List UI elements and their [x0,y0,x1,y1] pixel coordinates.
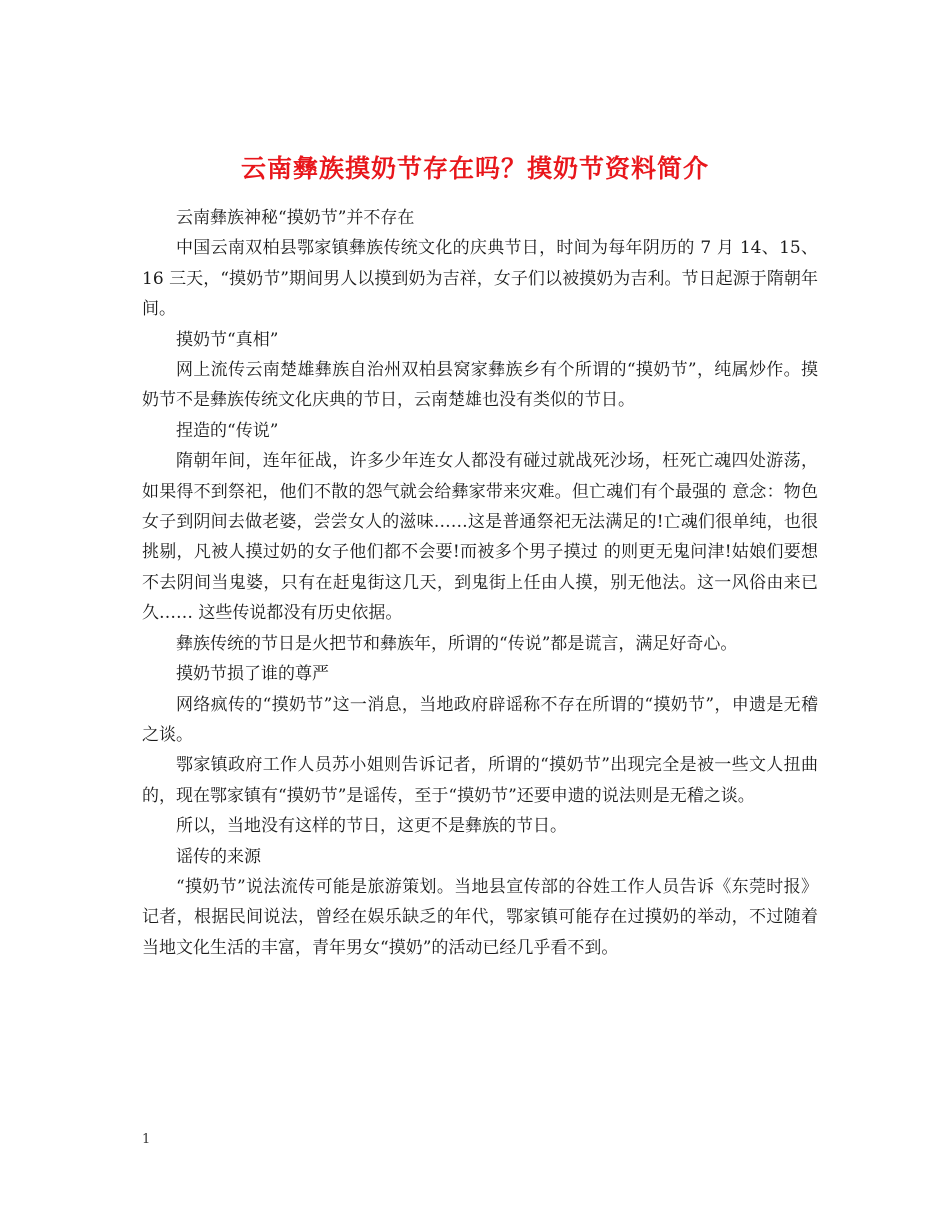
paragraph-conclusion: 所以，当地没有这样的节日，这更不是彝族的节日。 [176,816,567,837]
paragraph-heading-not-exist: 云南彝族神秘“摸奶节”并不存在 [176,208,415,228]
paragraph-official: 鄂家镇政府工作人员苏小姐则告诉记者，所谓的“摸奶节”出现完全是被一些文人扭曲的，现在鄂家镇有“摸奶节”是谣传，至于“摸奶节”还要申遗的说法则是无稽之谈。 [142,755,818,806]
paragraph-heading-dignity: 摸奶节损了谁的尊严 [176,664,329,685]
paragraph-festivals: 彝族传统的节日是火把节和彝族年，所谓的“传说”都是谎言，满足好奇心。 [176,633,738,654]
paragraph-heading-legend: 捏造的“传说” [176,420,279,441]
paragraph-heading-source: 谣传的来源 [176,846,261,867]
paragraph-heading-truth: 摸奶节“真相” [176,329,279,350]
document-title: 云南彝族摸奶节存在吗？摸奶节资料简介 [240,153,709,183]
page-number: 1 [142,1132,151,1147]
paragraph-truth: 网上流传云南楚雄彝族自治州双柏县窝家彝族乡有个所谓的“摸奶节”，纯属炒作。摸奶节不是彝族传统文化庆典的节日，云南楚雄也没有类似的节日。 [142,360,818,411]
paragraph-intro: 中国云南双柏县鄂家镇彝族传统文化的庆典节日，时间为每年阴历的 7 月 14、15、16 三天，“摸奶节”期间男人以摸到奶为吉祥，女子们以被摸奶为吉利。节日起源于隋朝年间。 [142,238,818,320]
paragraph-legend: 隋朝年间，连年征战，许多少年连女人都没有碰过就战死沙场，枉死亡魂四处游荡，如果得不到祭祀，他们不散的怨气就会给彝家带来灾难。但亡魂们有个最强的 意念：物色女子到阴间去做老婆，尝尝女人的滋味……这是普通祭祀无法满足的!亡魂们很单纯，也很挑剔，凡被人摸过奶的女子他们都不会要!而被多个男子摸过 的则更无鬼问津!姑娘们要想不去阴间当鬼婆，只有在赶鬼街这几天，到鬼街上任由人摸，别无他法。这一风俗由来已久…… 这些传说都没有历史依据。 [142,451,818,624]
document-body [142,203,818,963]
paragraph-rumor: 网络疯传的“摸奶节”这一消息，当地政府辟谣称不存在所谓的“摸奶节”，申遗是无稽之谈。 [142,694,818,745]
paragraph-source: “摸奶节”说法流传可能是旅游策划。当地县宣传部的谷姓工作人员告诉《东莞时报》记者，根据民间说法，曾经在娱乐缺乏的年代，鄂家镇可能存在过摸奶的举动，不过随着当地文化生活的丰富，青年男女“摸奶”的活动已经几乎看不到。 [142,876,818,958]
